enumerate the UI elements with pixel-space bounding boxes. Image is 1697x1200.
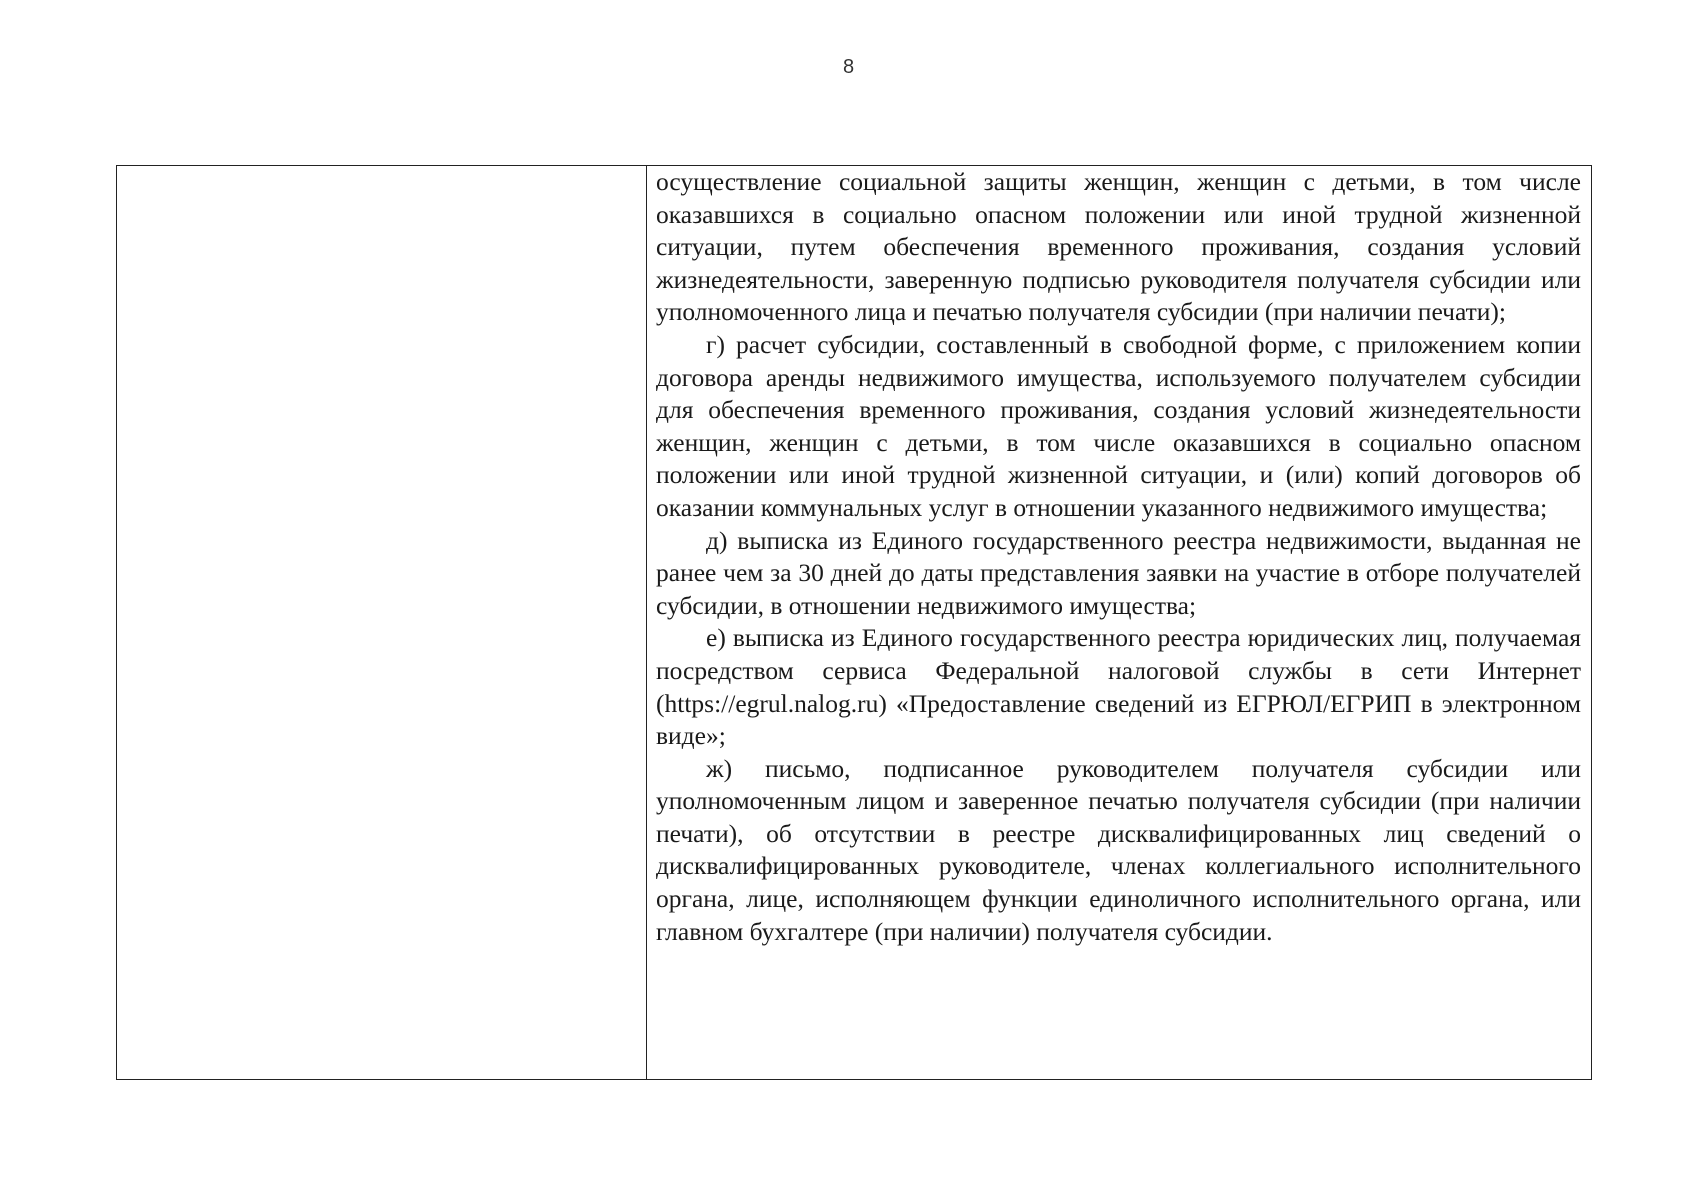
paragraph-item-g: г) расчет субсидии, составленный в свободной форме, с приложением копии договора аренды недвижимого имущества, используемого получателем субсидии для обеспечения временного проживания, создания условий жизнедеятельности женщин, женщин с детьми, в том числе оказавшихся в социально опасном положении или иной трудной жизненной ситуации, и (или) копий договоров об оказании коммунальных услуг в отношении указанного недвижимого имущества; [656,329,1581,522]
document-table [116,165,1592,1080]
paragraph-item-zh: ж) письмо, подписанное руководителем получателя субсидии или уполномоченным лицом и заверенное печатью получателя субсидии (при наличии печати), об отсутствии в реестре дисквалифицированных лиц сведений о дисквалифицированных руководителе, членах коллегиального исполнительного органа, лице, исполняющем функции единоличного исполнительного органа, или главном бухгалтере (при наличии) получателя субсидии. [656,753,1581,946]
paragraph-item-d: д) выписка из Единого государственного реестра недвижимости, выданная не ранее чем за 30 дней до даты представления заявки на участие в отборе получателей субсидии, в отношении недвижимого имущества; [656,525,1581,620]
table-left-cell [117,166,647,1079]
table-right-cell [647,166,1591,1079]
paragraph-continuation: осуществление социальной защиты женщин, женщин с детьми, в том числе оказавшихся в социально опасном положении или иной трудной жизненной ситуации, путем обеспечения временного проживания, создания условий жизнедеятельности, заверенную подписью руководителя получателя субсидии или уполномоченного лица и печатью получателя субсидии (при наличии печати); [656,167,1581,327]
paragraph-item-e: е) выписка из Единого государственного реестра юридических лиц, получаемая посредством сервиса Федеральной налоговой службы в сети Интернет (https://egrul.nalog.ru) «Предоставление сведений из ЕГРЮЛ/ЕГРИП в электронном виде»; [656,623,1581,751]
page-number: 8 [842,56,855,78]
